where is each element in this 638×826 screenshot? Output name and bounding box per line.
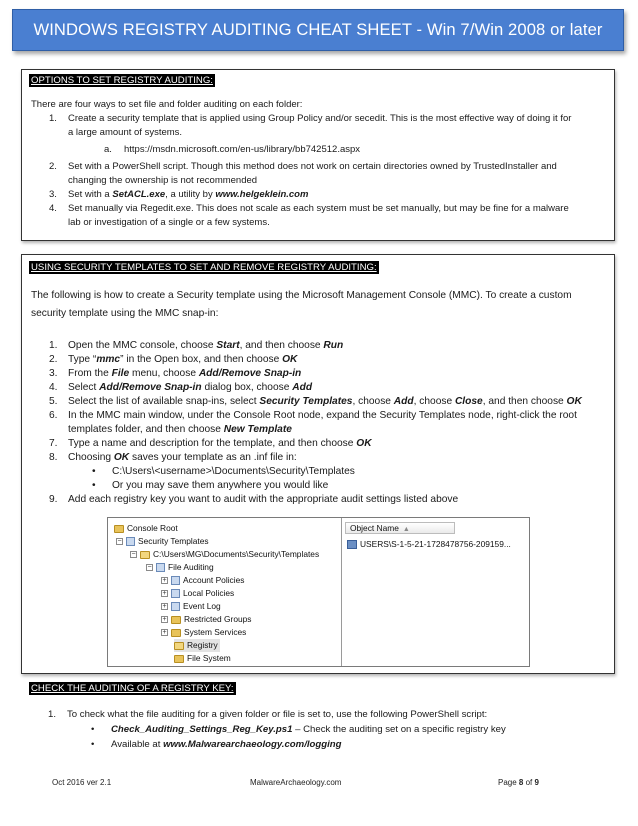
console-tree <box>108 518 342 666</box>
mmc-screenshot <box>107 517 530 667</box>
template-icon <box>156 563 165 572</box>
tree-node-security-templates[interactable]: − Security Templates <box>117 536 209 546</box>
tree-node-restricted-groups[interactable]: + Restricted Groups <box>162 614 252 624</box>
registry-key-icon <box>347 540 357 549</box>
tree-node-account-policies[interactable]: + Account Policies <box>162 575 245 585</box>
template-icon <box>126 537 135 546</box>
section-heading-check-auditing: CHECK THE AUDITING OF A REGISTRY KEY: <box>31 683 234 694</box>
template-location-bullets <box>22 465 614 493</box>
steps-list <box>22 339 614 465</box>
options-list <box>22 112 614 230</box>
collapse-icon[interactable]: − <box>147 564 152 572</box>
tree-node-console-root[interactable]: Console Root <box>114 522 178 535</box>
folder-icon <box>140 551 150 559</box>
section-intro: There are four ways to set file and folder auditing on each folder: <box>31 99 303 110</box>
list-item: 5. Select the list of available snap-ins, select Security Templates, choose Add, choose Close, and then choose OK <box>49 396 582 407</box>
list-item: 8. Choosing OK saves your template as an .inf file in: <box>49 452 297 463</box>
section-heading: USING SECURITY TEMPLATES TO SET AND REMOVE REGISTRY AUDITING: <box>31 262 377 273</box>
list-item: 1. To check what the file auditing for a given folder or file is set to, use the following PowerShell script: <box>48 709 488 720</box>
expand-icon[interactable]: + <box>162 629 167 637</box>
list-item: a. https://msdn.microsoft.com/en-us/library/bb742512.aspx <box>104 144 361 155</box>
section-intro: The following is how to create a Security template using the Microsoft Management Console (MMC). To create a custom security template using the MMC snap-in: <box>31 290 572 319</box>
tree-node-file-system[interactable]: File System <box>174 652 231 665</box>
column-header-object-name[interactable]: Object Name ▲ <box>345 522 455 534</box>
log-icon <box>171 602 180 611</box>
tree-node-templates-path[interactable]: − C:\Users\MG\Documents\Security\Templates <box>131 549 320 559</box>
list-item: 2. Type “mmc” in the Open box, and then choose OK <box>49 354 298 365</box>
list-item: 7. Type a name and description for the template, and then choose OK <box>49 438 372 449</box>
bullet-item: • Available at www.Malwarearchaeology.com/logging <box>21 737 615 752</box>
list-item-registry-key[interactable]: USERS\S-1-5-21-1728478756-209159... <box>347 538 511 551</box>
list-item: 9. Add each registry key you want to audit with the appropriate audit settings listed above <box>49 494 459 505</box>
folder-icon <box>171 616 181 624</box>
tree-node-local-policies[interactable]: + Local Policies <box>162 588 235 598</box>
section-heading: OPTIONS TO SET REGISTRY AUDITING: <box>31 75 213 86</box>
tree-node-system-services[interactable]: + System Services <box>162 627 247 637</box>
folder-icon <box>174 642 184 650</box>
footer-version: Oct 2016 ver 2.1 <box>52 778 112 787</box>
tree-node-registry[interactable]: Registry <box>174 639 220 652</box>
footer-site: MalwareArchaeology.com <box>250 778 342 787</box>
expand-icon[interactable]: + <box>162 590 167 598</box>
expand-icon[interactable]: + <box>162 603 167 611</box>
check-list <box>21 707 615 722</box>
policy-icon <box>171 576 180 585</box>
list-item: 3. From the File menu, choose Add/Remove Snap-in <box>49 368 302 379</box>
sort-up-icon: ▲ <box>402 526 410 533</box>
section-registry-auditing-options <box>21 69 615 241</box>
list-item: 1. Open the MMC console, choose Start, and then choose Run <box>49 340 344 351</box>
folder-icon <box>114 525 124 533</box>
footer-page-number: Page 8 of 9 <box>498 778 539 787</box>
bullet-item: • C:\Users\<username>\Documents\Security\Templates <box>22 465 614 479</box>
expand-icon[interactable]: + <box>162 616 167 624</box>
bullet-item: • Or you may save them anywhere you would like <box>22 479 614 493</box>
list-item: 4. Select Add/Remove Snap-in dialog box, choose Add <box>49 382 313 393</box>
policy-icon <box>171 589 180 598</box>
collapse-icon[interactable]: − <box>131 551 136 559</box>
steps-list-cont <box>22 493 614 507</box>
page-title: WINDOWS REGISTRY AUDITING CHEAT SHEET - Win 7/Win 2008 or later <box>12 9 624 51</box>
section-check-auditing <box>21 707 615 752</box>
folder-icon <box>171 629 181 637</box>
list-item: 4. Set manually via Regedit.exe. This does not scale as each system must be set manually, but may be fine for a malware lab or investigation of a single or a few systems. <box>49 203 569 228</box>
collapse-icon[interactable]: − <box>117 538 122 546</box>
tree-node-event-log[interactable]: + Event Log <box>162 601 221 611</box>
object-list-pane <box>343 518 529 666</box>
folder-icon <box>174 655 184 663</box>
bullet-item: • Check_Auditing_Settings_Reg_Key.ps1 – Check the auditing set on a specific registry key <box>21 722 615 737</box>
tree-node-file-auditing[interactable]: − File Auditing <box>147 562 214 572</box>
list-item: 1. Create a security template that is applied using Group Policy and/or secedit. This is the most effective way of doing it for a large amount of systems. <box>49 113 572 138</box>
list-item: 3. Set with a SetACL.exe, a utility by www.helgeklein.com <box>49 189 309 200</box>
check-bullets <box>21 722 615 752</box>
expand-icon[interactable]: + <box>162 577 167 585</box>
list-item: 2. Set with a PowerShell script. Though this method does not work on certain directories owned by TrustedInstaller and changing the ownership is not recommended <box>49 161 557 186</box>
list-item: 6. In the MMC main window, under the Console Root node, expand the Security Templates node, right-click the root templates folder, and then choose New Template <box>49 410 577 435</box>
